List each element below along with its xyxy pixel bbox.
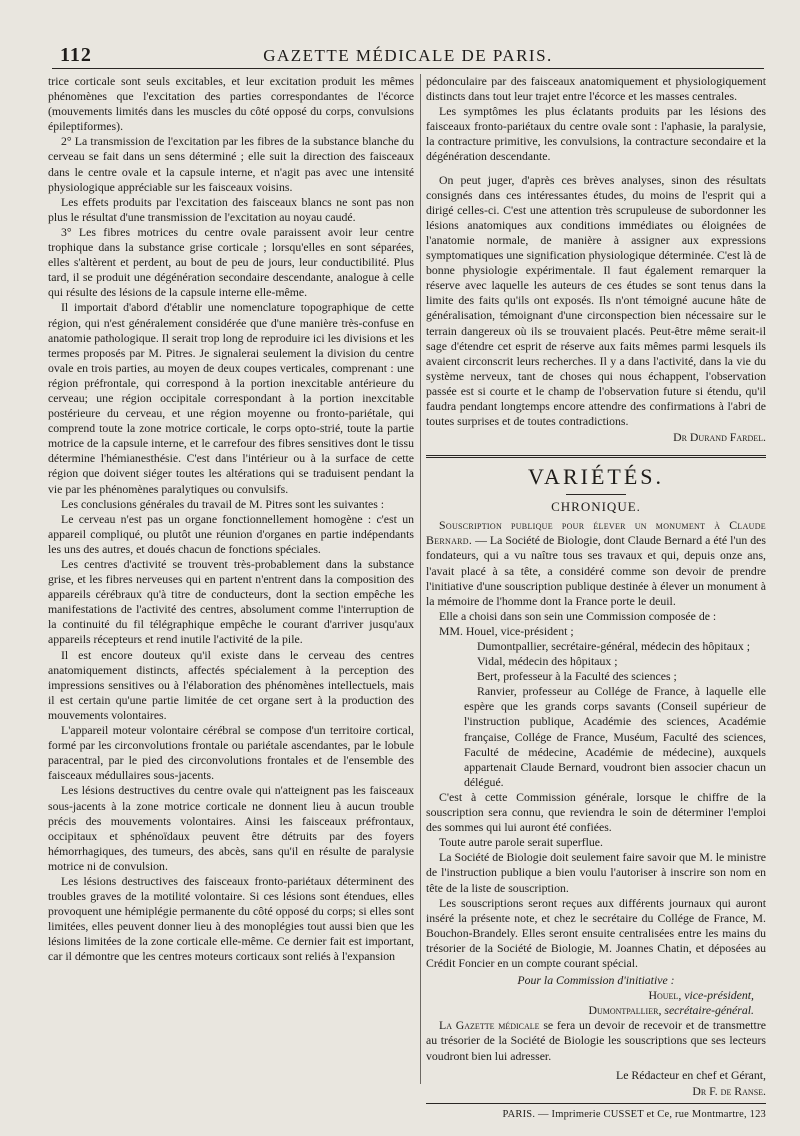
announcement-paragraph [426,518,766,609]
commission-heading: Pour la Commission d'initiative : [517,973,675,988]
paragraph: Les souscriptions seront reçues aux différents journaux qui auront inséré la présente note, et chez le secrétaire du Collége de France, M. Bouchon-Brandely. Elles seront ensuite centralisées entre les mains du trésorier de la Société de Biologie, M. Joannes Chatin, et déposées au Crédit Foncier en un compte courant spécial. [426,895,766,970]
paragraph: Les centres d'activité se trouvent très-probablement dans la substance grise, et les fibres nerveuses qui en partent n'entrent dans la composition des appareils cérébraux qu'à titre de conducteurs, dont la section empêche les manifestations de l'activité des centres, absolument comme l'interruption de la continuité du fil télégraphique empêche le courant d'arriver jusqu'aux appareils récepteurs et rend inutile l'activité de la pile. [48,557,414,647]
paragraph: Les effets produits par l'excitation des faisceaux blancs ne sont pas non plus le résultat d'une transmission de l'excitation au noyau caudé. [48,194,414,224]
column-divider [420,74,421,1084]
paragraph: Elle a choisi dans son sein une Commission composée de : [439,608,717,623]
signatory [426,988,766,1003]
announcement-heading: Souscription publique pour élever un monument à Claude Bernard. [426,518,766,548]
paragraph: pédonculaire par des faisceaux anatomiquement et physiologiquement distincts dans tout leur trajet entre l'écorce et les masses centrales. [426,74,766,104]
paragraph: 2° La transmission de l'excitation par les fibres de la substance blanche du cerveau se fait dans un sens déterminé ; elle suit la direction des faisceaux dans le centre ovale et la capsule interne, et n'agit pas avec une intensité physiologique appréciable sur les faisceaux voisins. [48,134,414,194]
paragraph: Les symptômes les plus éclatants produits par les lésions des faisceaux fronto-pariétaux du centre ovale sont : l'aphasie, la paralysie, la contracture primitive, les convulsions, la contracture secondaire et la dégénération descendante. [426,104,766,164]
paragraph: Le cerveau n'est pas un organe fonctionnellement homogène : c'est un appareil compliqué, ou plutôt une réunion d'organes en partie indépendants les uns des autres, et doués chacun de fonctions spéciales. [48,511,414,556]
section-divider [426,455,766,458]
paragraph: trice corticale sont seuls excitables, et leur excitation produit les mêmes phénomènes que l'excitation des parties correspondantes de l'écorce (mouvements limités dans les muscles du côté opposé du corps, convulsions épileptiformes). [48,74,414,134]
gazette-note-text: se fera un devoir de recevoir et de transmettre au trésorier de la Société de Biologie les souscriptions que ses lecteurs voudront bien lui adresser. [426,1018,766,1063]
paragraph: L'appareil moteur volontaire cérébral se compose d'un territoire cortical, formé par les circonvolutions frontale ou pariétale ascendantes, par le lobule paracentral, par le pied des circonvolutions frontales et de l'ensemble des faisceaux médullaires sous-jacents. [48,723,414,783]
gazette-name: La Gazette médicale [439,1018,540,1033]
signatory-role: , secrétaire-général. [658,1003,754,1018]
paragraph: Il est encore douteux qu'il existe dans le cerveau des centres anatomiquement distincts, affectés spécialement à la perception des impressions sensitives ou à l'élaboration des phénomènes intellectuels, mais il est certain qu'une partie limitée de cet organe sert à la production des mouvements volontaires. [48,647,414,722]
commission-member: Ranvier, professeur au Collége de France, à laquelle elle espère que les grands corps savants (Conseil supérieur de l'instruction publique, Académie des sciences, Académie française, Collége de France, Muséum, Faculté des sciences, Faculté de médecine, Académie de médecine), auxquels appartenait Claude Bernard, voudront bien associer chacun un délégué. [464,684,766,789]
commission-member: Vidal, médecin des hôpitaux ; [477,654,618,669]
title-rule [566,494,626,495]
paragraph: Toute autre parole serait superflue. [439,835,603,850]
left-column [48,74,414,965]
paragraph: Les lésions destructives des faisceaux fronto-pariétaux déterminent des troubles graves de la motilité volontaire. Si ces lésions sont étendues, elles provoquent une hémiplégie permanente du côté opposé du corps; si elles sont limitées, elles peuvent donner lieu à des monoplégies tout aussi bien que les lésions limitées de la zone corticale elle-même. Ce dernier fait est important, car il démontre que les centres moteurs corticaux sont reliés à l'expansion [48,873,414,964]
page-header [52,38,764,69]
signatory [426,1003,766,1018]
signatory-name: Dumontpallier [588,1003,659,1018]
paragraph: Il importait d'abord d'établir une nomenclature topographique de cette région, qui n'est généralement considérée que d'une manière très-confuse en anatomie pathologique. Il serait trop long de reproduire ici les divisions et les termes proposés par M. Pitres. Je signalerai seulement la division du centre ovale en trois parties, au moyen de deux coupes verticales, comprenant : une région préfrontale, qui correspond à la portion inexcitable antérieure du cerveau; une région occipitale correspondant à la portion inexcitable postérieure du cerveau, et une région moyenne ou fronto-pariétale, qui comprend toute la zone motrice corticale, le corps opto-strié, toute la partie motrice de la capsule interne, et le carrefour des fibres sensitives dont le tissu détermine l'hémianesthésie. C'est dans l'intérieur ou à la surface de cette région que doivent siéger toutes les altérations qui se traduisent pendant la vie par les phénomènes paralytiques ou convulsifs. [48,300,414,496]
paragraph: C'est à cette Commission générale, lorsque le chiffre de la souscription sera connu, que reviendra le soin de déterminer l'emploi des sommes qui lui auront été confiées. [426,789,766,835]
commission-member: MM. Houel, vice-président ; [439,623,574,638]
commission-member: Bert, professeur à la Faculté des sciences ; [477,669,677,684]
subsection-title: CHRONIQUE. [551,499,641,515]
signatory-role: , vice-président, [678,988,754,1003]
paragraph: On peut juger, d'après ces brèves analyses, sinon des résultats consignés dans ces intéressantes études, du moins de l'esprit qui a dirigé celles-ci. C'est une attention très scrupuleuse de subordonner les lésions anatomiques aux conditions immédiates ou éloignées de l'anatomie normale, de manière à assigner aux expressions symptomatiques une signification physiologique déterminée. C'est là de bonne physiologie expérimentale. Il faut également remarquer la réserve avec laquelle les auteurs de ces études se sont tenus dans la limite des faits qu'ils ont exposés. Ils n'ont témoigné aucune hâte de généralisation, témoignant d'une circonspection bien nécessaire sur le terrain dangereux où ils se trouvaient placés. Peut-être même serait-il sage d'étendre cet esprit de réserve aux faits mêmes parmi lesquels ils avaient circonscrit leurs recherches. Il y a dans l'activité, dans la vie du système nerveux, tant de choses qui nous échappent, l'observation passée est si courte et le champ de l'observation future si étendu, qu'il faudra pendant longtemps encore attendre des confirmations à l'abri de toutes surprises et de toutes contradictions. [426,172,766,429]
manager-label: Le Rédacteur en chef et Gérant, [616,1067,766,1082]
section-title: VARIÉTÉS. [528,464,664,490]
paragraph: La Société de Biologie doit seulement faire savoir que M. le ministre de l'instruction publique a bien voulu l'autoriser à inscrire son nom en tête de la liste de souscription. [426,850,766,895]
printer-divider [426,1103,766,1104]
gazette-note [426,1018,766,1063]
paragraph: Les lésions destructives du centre ovale qui n'atteignent pas les faisceaux sous-jacents à la zone motrice corticale ne donnent lieu à aucun trouble précis des mouvements volontaires. Ainsi les faisceaux préfrontaux, occipitaux et sphénoïdaux peuvent être détruits par des foyers hémorrhagiques, des tumeurs, des abcès, sans qu'il en résulte de paralysie motrice ni de convulsion. [48,783,414,873]
paragraph: Les conclusions générales du travail de M. Pitres sont les suivantes : [61,496,385,511]
right-column [426,74,766,1122]
signatory-name: Houel [648,988,679,1003]
paragraph: 3° Les fibres motrices du centre ovale paraissent avoir leur centre trophique dans la substance grise corticale ; lorsqu'elles en sont séparées, elles s'altèrent et perdent, au bout de peu de jours, leur conductibilité. Plus tard, il se produit une dégénération secondaire descendante, analogue à celle qui résulte des lésions de la capsule interne elle-même. [48,224,414,300]
announcement-text: — La Société de Biologie, dont Claude Bernard a été l'un des fondateurs, qui a vu naître tous ses travaux et qui, depuis onze ans, l'avait placé à sa tête, a considéré comme son devoir de prendre l'initiative d'une souscription publique destinée à élever un monument à la mémoire de l'homme dont la France porte le deuil. [426,533,766,608]
manager-signature: Dr F. de Ranse. [692,1083,766,1098]
printer-imprint: PARIS. — Imprimerie CUSSET et Ce, rue Montmartre, 123 [502,1108,766,1120]
commission-member: Dumontpallier, secrétaire-général, médecin des hôpitaux ; [477,639,751,653]
journal-title: GAZETTE MÉDICALE DE PARIS. [263,46,553,65]
author-signature: Dr Durand Fardel. [673,430,766,445]
page-number: 112 [60,44,92,66]
